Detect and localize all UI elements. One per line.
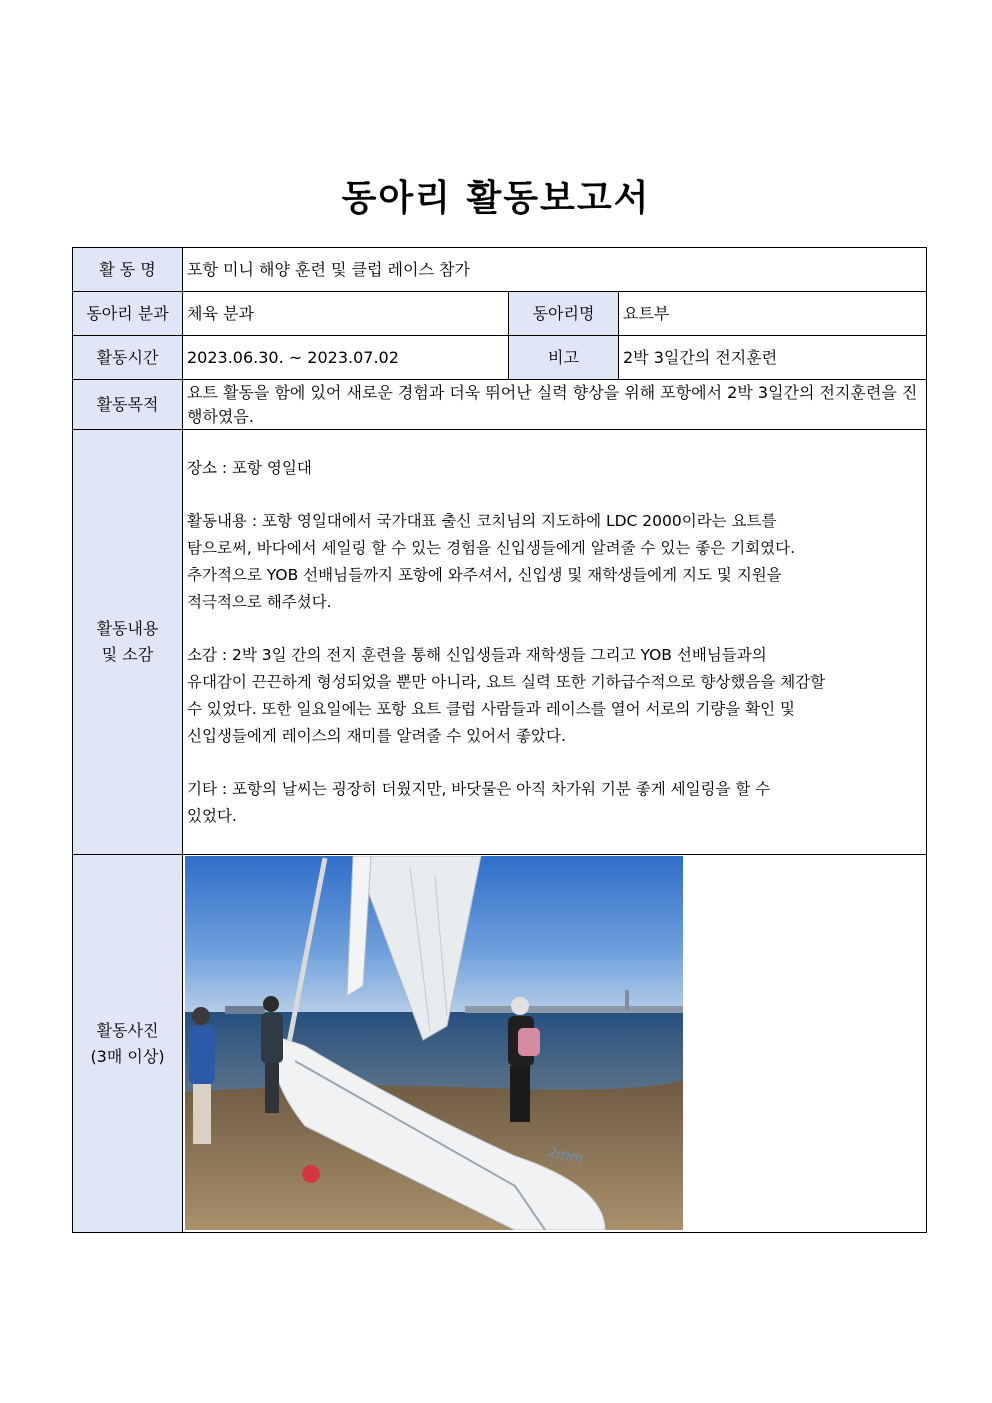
content-activity-line: 추가적으로 YOB 선배님들까지 포항에 와주셔서, 신입생 및 재학생들에게 지도 및 지원을 — [187, 565, 782, 584]
value-club-name: 요트부 — [619, 292, 927, 336]
row-division — [73, 292, 927, 336]
row-activity-name — [73, 248, 927, 292]
content-other-line: 있었다. — [187, 806, 237, 825]
label-activity-name: 활 동 명 — [73, 248, 183, 292]
content-activity-line: 적극적으로 해주셨다. — [187, 592, 332, 611]
value-division: 체육 분과 — [183, 292, 509, 336]
label-photo-line1: 활동사진 — [96, 1020, 159, 1040]
label-purpose: 활동목적 — [73, 380, 183, 430]
content-impression-line: 유대감이 끈끈하게 형성되었을 뿐만 아니라, 요트 실력 또한 기하급수적으로 향상했음을 체감할 — [187, 672, 826, 691]
label-time: 활동시간 — [73, 336, 183, 380]
value-note: 2박 3일간의 전지훈련 — [619, 336, 927, 380]
row-time — [73, 336, 927, 380]
label-division: 동아리 분과 — [73, 292, 183, 336]
content-impression-line: 소감 : 2박 3일 간의 전지 훈련을 통해 신입생들과 재학생들 그리고 YOB 선배님들과의 — [187, 645, 767, 664]
content-other-line: 기타 : 포항의 날씨는 굉장히 더웠지만, 바닷물은 아직 차가워 기분 좋게 세일링을 할 수 — [187, 779, 771, 798]
label-content-line1: 활동내용 — [96, 619, 159, 638]
photo-cell — [183, 855, 927, 1233]
label-note: 비고 — [509, 336, 619, 380]
label-content — [73, 430, 183, 855]
report-table — [72, 247, 927, 1233]
content-impression-line: 수 있었다. 또한 일요일에는 포항 요트 클럽 사람들과 레이스를 열어 서로의 기량을 확인 및 — [187, 699, 796, 718]
label-photo — [73, 855, 183, 1233]
label-photo-line2: (3매 이상) — [90, 1046, 165, 1066]
content-activity-line: 탐으로써, 바다에서 세일링 할 수 있는 경험을 신입생들에게 알려줄 수 있는 좋은 기회였다. — [187, 538, 796, 557]
activity-photo — [185, 856, 683, 1230]
value-activity-name: 포항 미니 해양 훈련 및 클럽 레이스 참가 — [183, 248, 927, 292]
label-content-line2: 및 소감 — [101, 645, 154, 664]
value-purpose: 요트 활동을 함에 있어 새로운 경험과 더욱 뛰어난 실력 향상을 위해 포항에서 2박 3일간의 전지훈련을 진행하였음. — [183, 380, 927, 430]
row-content — [73, 430, 927, 855]
value-content — [183, 430, 927, 855]
label-club-name: 동아리명 — [509, 292, 619, 336]
row-photo — [73, 855, 927, 1233]
row-purpose — [73, 380, 927, 430]
content-activity-line: 활동내용 : 포항 영일대에서 국가대표 출신 코치님의 지도하에 LDC 2000이라는 요트를 — [187, 511, 777, 530]
page-title: 동아리 활동보고서 — [341, 178, 651, 219]
content-place: 장소 : 포항 영일대 — [187, 458, 312, 477]
content-impression-line: 신입생들에게 레이스의 재미를 알려줄 수 있어서 좋았다. — [187, 726, 566, 745]
value-time: 2023.06.30. ~ 2023.07.02 — [183, 336, 509, 380]
photo-boat-text: 2mm — [546, 1144, 585, 1168]
